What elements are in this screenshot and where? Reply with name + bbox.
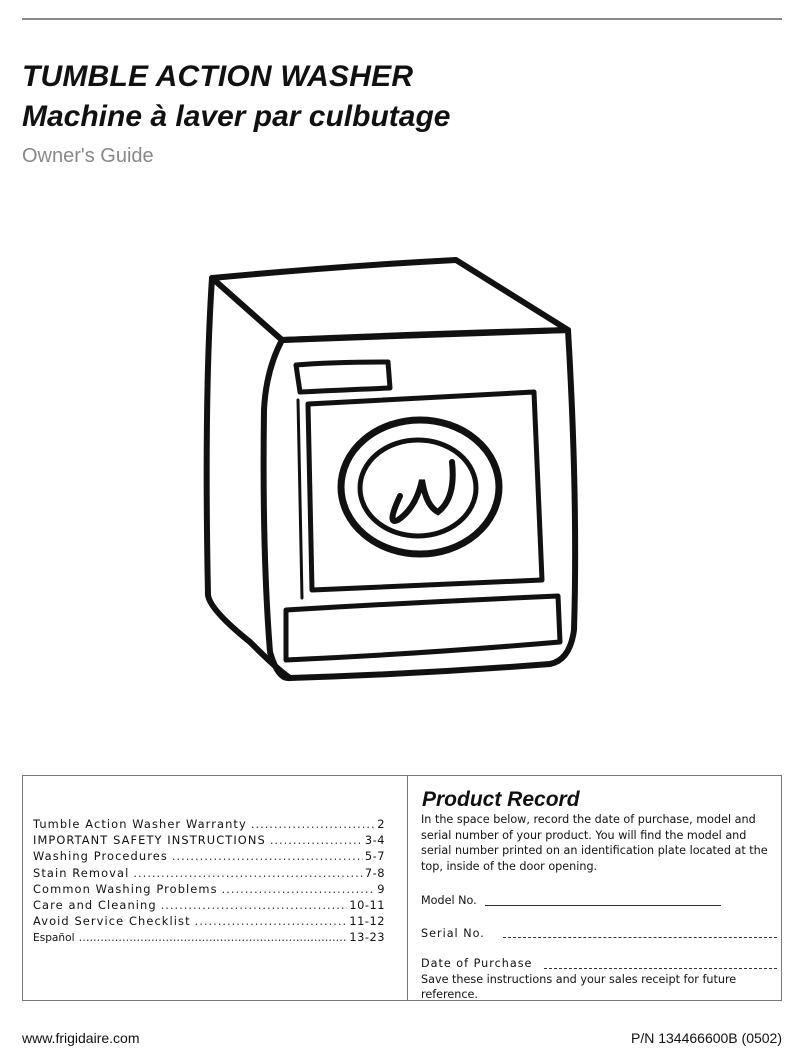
model-number-label: Model No.: [421, 894, 477, 907]
toc-page: 2: [377, 817, 385, 831]
serial-number-field: [421, 926, 777, 942]
footer-website[interactable]: www.frigidaire.com: [22, 1030, 140, 1046]
toc-item: [33, 929, 385, 946]
date-of-purchase-label: Date of Purchase: [421, 957, 533, 970]
toc-page: 5-7: [364, 849, 385, 864]
serial-number-label: Serial No.: [421, 926, 485, 940]
toc-leader: [251, 816, 375, 832]
serial-number-line: [503, 937, 777, 938]
date-of-purchase-field: [421, 956, 777, 972]
toc-label: Common Washing Problems: [33, 881, 218, 896]
toc-item: [33, 865, 385, 881]
toc-leader: [133, 865, 363, 881]
toc-leader: [161, 897, 348, 913]
toc-label: Avoid Service Checklist: [33, 914, 191, 929]
toc-leader: [79, 929, 348, 945]
toc-item: [33, 832, 385, 848]
top-rule: [22, 18, 782, 20]
washer-illustration: [190, 250, 610, 720]
toc-label: Tumble Action Washer Warranty: [33, 817, 247, 831]
toc-page: 13-23: [349, 930, 385, 945]
model-number-line: [485, 905, 721, 906]
date-of-purchase-line: [544, 968, 777, 969]
toc-leader: [172, 848, 363, 864]
toc-leader: [270, 832, 363, 848]
toc-item: [33, 913, 385, 929]
toc-item: [33, 897, 385, 913]
title-english: TUMBLE ACTION WASHER: [22, 60, 414, 93]
toc-item: [33, 881, 385, 897]
box-divider: [407, 776, 408, 1000]
toc-label: Español: [33, 932, 75, 945]
product-record-intro: In the space below, record the date of purchase, model and serial number of your product. You will find the model and serial number printed on an identification plate located at the top, inside of the door opening.: [421, 813, 768, 873]
model-number-field: [421, 893, 721, 909]
toc-label: Care and Cleaning: [33, 898, 157, 913]
table-of-contents: [33, 816, 385, 947]
toc-page: 10-11: [349, 898, 385, 913]
toc-leader: [195, 913, 348, 929]
product-record: [421, 788, 777, 1003]
product-record-title: Product Record: [422, 788, 580, 811]
toc-label: Washing Procedures: [33, 849, 168, 864]
toc-page: 9: [377, 881, 385, 896]
save-instructions-note: Save these instructions and your sales receipt for future reference.: [421, 972, 737, 1001]
toc-item: [33, 848, 385, 864]
toc-item: [33, 816, 385, 832]
subtitle: Owner's Guide: [22, 145, 154, 167]
toc-label: Stain Removal: [33, 865, 130, 880]
footer-part-number: P/N 134466600B (0502): [631, 1030, 782, 1046]
toc-leader: [222, 881, 376, 897]
title-french: Machine à laver par culbutage: [22, 100, 451, 133]
toc-page: 7-8: [364, 865, 385, 880]
toc-label: IMPORTANT SAFETY INSTRUCTIONS: [33, 833, 266, 848]
toc-page: 3-4: [364, 833, 385, 848]
info-box: [22, 775, 782, 1001]
toc-page: 11-12: [349, 914, 385, 929]
